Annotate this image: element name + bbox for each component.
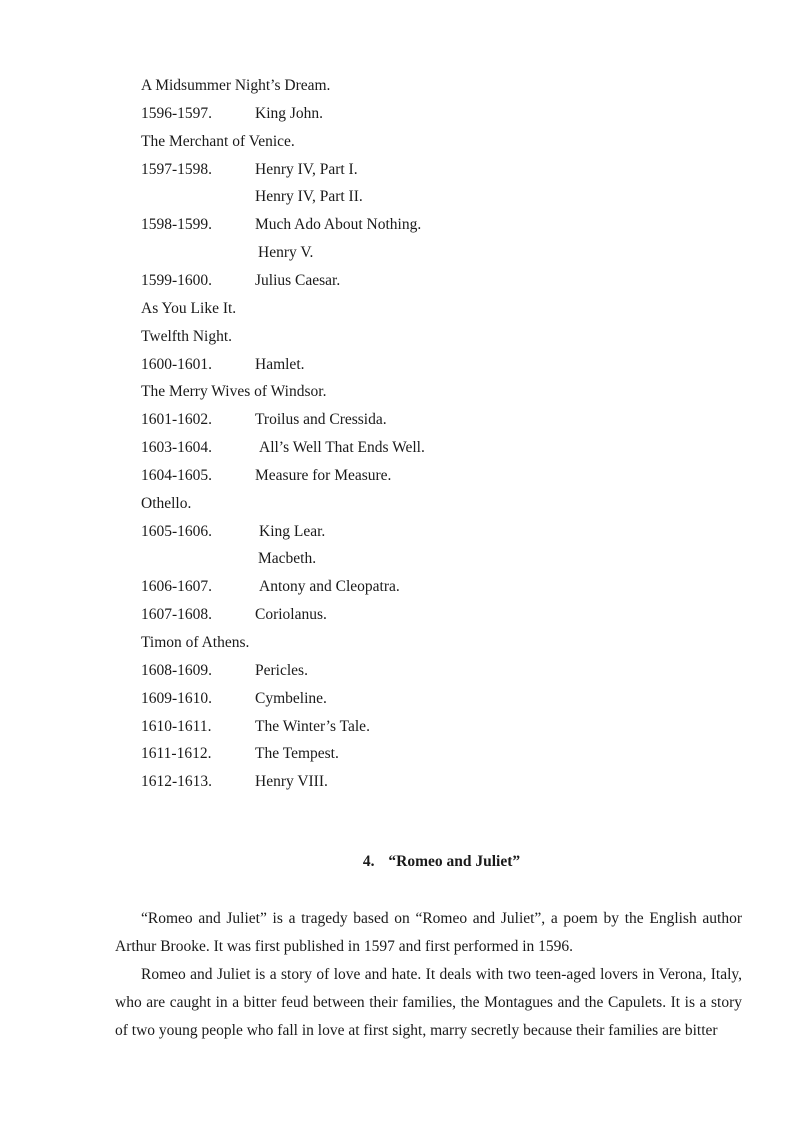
timeline-play: Henry V. (258, 244, 314, 261)
timeline-year: 1609-1610. (141, 690, 213, 707)
timeline-play: Timon of Athens. (141, 634, 250, 651)
timeline-play: Pericles. (255, 662, 308, 679)
timeline-year: 1603-1604. (141, 439, 213, 456)
timeline-play: A Midsummer Night’s Dream. (141, 77, 331, 94)
timeline-play: Julius Caesar. (255, 272, 341, 289)
timeline-play: Measure for Measure. (255, 467, 392, 484)
timeline-play: King Lear. (259, 523, 326, 540)
timeline-year: 1611-1612. (141, 745, 212, 762)
timeline-play: Much Ado About Nothing. (255, 216, 422, 233)
timeline-year: 1604-1605. (141, 467, 213, 484)
timeline-play: Coriolanus. (255, 606, 327, 623)
timeline-year: 1612-1613. (141, 773, 213, 790)
timeline-year: 1596-1597. (141, 105, 213, 122)
section-title: “Romeo and Juliet” (388, 853, 521, 870)
timeline-play: The Merry Wives of Windsor. (141, 383, 327, 400)
body-paragraph (115, 961, 742, 1045)
timeline-year: 1598-1599. (141, 216, 213, 233)
paragraph-1: “Romeo and Juliet” is a tragedy based on “Romeo and Juliet”, a poem by the English author Arthur Brooke. It was first published in 1597 and first performed in 1596. (115, 910, 742, 955)
timeline-play: The Merchant of Venice. (141, 133, 295, 150)
timeline-play: All’s Well That Ends Well. (259, 439, 425, 456)
timeline-play: Troilus and Cressida. (255, 411, 387, 428)
timeline-year: 1599-1600. (141, 272, 213, 289)
timeline-play: The Winter’s Tale. (255, 718, 370, 735)
timeline-play: Cymbeline. (255, 690, 327, 707)
timeline-year: 1601-1602. (141, 411, 213, 428)
section-number: 4. (362, 853, 375, 870)
paragraph-2: Romeo and Juliet is a story of love and hate. It deals with two teen-aged lovers in Verona, Italy, who are caught in a bitter feud between their families, the Montagues and the Capulets. It is a story of two young people who fall in love at first sight, marry secretly because their families are bitter (115, 966, 742, 1039)
timeline-year: 1597-1598. (141, 161, 213, 178)
timeline-play: Twelfth Night. (141, 328, 233, 345)
timeline-play: Antony and Cleopatra. (259, 578, 400, 595)
timeline-play: Hamlet. (255, 356, 305, 373)
timeline-play: The Tempest. (255, 745, 339, 762)
section-heading (0, 853, 800, 871)
timeline-year: 1608-1609. (141, 662, 213, 679)
timeline-play: Henry VIII. (255, 773, 328, 790)
timeline-play: Othello. (141, 495, 192, 512)
timeline-year: 1607-1608. (141, 606, 213, 623)
timeline-year: 1610-1611. (141, 718, 212, 735)
timeline-play: King John. (255, 105, 324, 122)
timeline-year: 1606-1607. (141, 578, 213, 595)
timeline-year: 1600-1601. (141, 356, 213, 373)
timeline-year: 1605-1606. (141, 523, 213, 540)
timeline-play: As You Like It. (141, 300, 237, 317)
timeline-play: Henry IV, Part I. (255, 161, 358, 178)
body-paragraph (115, 905, 742, 961)
timeline-play: Henry IV, Part II. (255, 188, 363, 205)
timeline-play: Macbeth. (258, 550, 317, 567)
